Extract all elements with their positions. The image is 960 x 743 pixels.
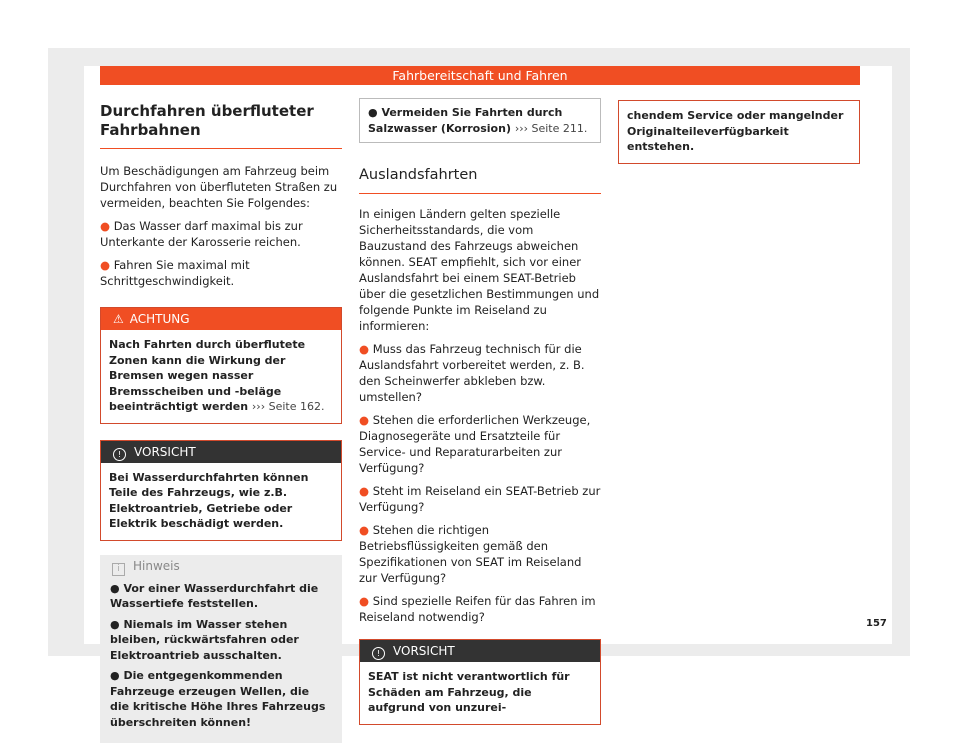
intro-paragraph: Um Beschädigungen am Fahrzeug beim Durchfahren von überfluteten Straßen zu vermeiden, beachten Sie Folgendes: — [100, 163, 342, 211]
page-reference-link[interactable]: ››› Seite 162. — [252, 400, 325, 413]
achtung-box — [100, 307, 342, 424]
vorsicht-continued-box — [618, 100, 860, 164]
list-item: ● Steht im Reiseland ein SEAT-Betrieb zur Verfügung? — [359, 483, 601, 515]
bullet-icon: ● — [100, 219, 114, 233]
page-number: 157 — [866, 618, 887, 629]
list-item: ● Fahren Sie maximal mit Schrittgeschwindigkeit. — [100, 257, 342, 289]
bullet-icon: ● — [359, 594, 373, 608]
vorsicht-box — [359, 639, 601, 725]
hinweis-header: i Hinweis — [100, 555, 342, 577]
bullet-icon: ● — [359, 413, 373, 427]
vorsicht-box — [100, 440, 342, 541]
achtung-text: Nach Fahrten durch überflutete Zonen kann die Wirkung der Bremsen wegen nasser Bremsscheiben und -beläge beeinträchtigt werden ››› Seite 162. — [101, 330, 341, 423]
column-1 — [100, 98, 342, 743]
warning-triangle-icon: ⚠ — [113, 308, 124, 330]
vorsicht-text: SEAT ist nicht verantwortlich für Schäden am Fahrzeug, die aufgrund von unzurei- — [360, 662, 600, 724]
caution-circle-icon: ! — [372, 647, 385, 660]
bullet-icon: ● — [359, 342, 373, 356]
list-item: ● Das Wasser darf maximal bis zur Unterkante der Karosserie reichen. — [100, 218, 342, 250]
hinweis-box — [100, 555, 342, 743]
column-3 — [618, 98, 860, 164]
info-icon: i — [112, 563, 125, 576]
page-reference-link[interactable]: ››› Seite 211. — [515, 122, 588, 135]
list-item: ● Stehen die richtigen Betriebsflüssigkeiten gemäß den Spezifikationen von SEAT im Reiseland zur Verfügung? — [359, 522, 601, 586]
chapter-header: Fahrbereitschaft und Fahren — [100, 66, 860, 85]
list-item: ● Die entgegenkommenden Fahrzeuge erzeugen Wellen, die die kritische Höhe Ihres Fahrzeugs überschreiten können! — [110, 668, 332, 730]
list-item: ● Sind spezielle Reifen für das Fahren im Reiseland notwendig? — [359, 593, 601, 625]
caution-circle-icon: ! — [113, 448, 126, 461]
bullet-icon: ● — [100, 258, 114, 272]
bullet-icon: ● — [359, 484, 373, 498]
list-item: ● Niemals im Wasser stehen bleiben, rückwärtsfahren oder Elektroantrieb ausschalten. — [110, 617, 332, 664]
list-item: ● Muss das Fahrzeug technisch für die Auslandsfahrt vorbereitet werden, z. B. den Scheinwerfer abkleben bzw. umstellen? — [359, 341, 601, 405]
list-item: ● Vor einer Wasserdurchfahrt die Wassertiefe feststellen. — [110, 581, 332, 612]
continued-note-box: ● Vermeiden Sie Fahrten durch Salzwasser (Korrosion) ››› Seite 211. — [359, 98, 601, 143]
column-2 — [359, 98, 601, 725]
vorsicht-header: ! VORSICHT — [360, 640, 600, 662]
section-title-auslandsfahrten: Auslandsfahrten — [359, 98, 601, 194]
hinweis-body — [100, 577, 342, 743]
intro-paragraph: In einigen Ländern gelten spezielle Sicherheitsstandards, die vom Bauzustand des Fahrzeugs abweichen können. SEAT empfiehlt, sich vor einer Auslandsfahrt bei einem SEAT-Betrieb über die gesetzlichen Bestimmungen und folgende Punkte im Reiseland zu informieren: — [359, 206, 601, 334]
achtung-header: ⚠ ACHTUNG — [101, 308, 341, 330]
vorsicht-continued-text: chendem Service oder mangelnder Originalteileverfügbarkeit entstehen. — [619, 101, 859, 163]
vorsicht-text: Bei Wasserdurchfahrten können Teile des Fahrzeugs, wie z.B. Elektroantrieb, Getriebe oder Elektrik beschädigt werden. — [101, 463, 341, 540]
list-item: ● Stehen die erforderlichen Werkzeuge, Diagnosegeräte und Ersatzteile für Service- und Reparaturarbeiten zur Verfügung? — [359, 412, 601, 476]
bullet-icon: ● — [359, 523, 373, 537]
vorsicht-header: ! VORSICHT — [101, 441, 341, 463]
section-title-flooded-roads: Durchfahren überfluteter Fahrbahnen — [100, 98, 342, 149]
